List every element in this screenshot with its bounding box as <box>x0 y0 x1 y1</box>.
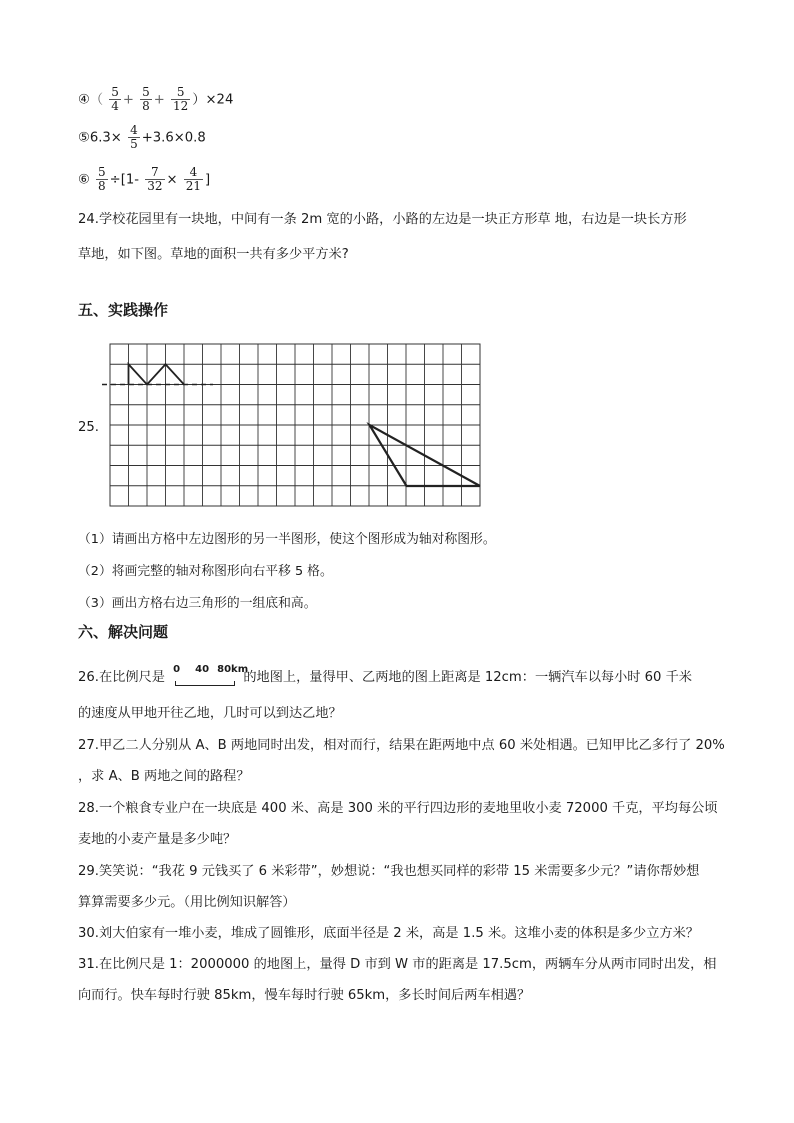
item4-marker: ④ <box>78 92 90 108</box>
section-5-heading: 五、实践操作 <box>78 301 169 319</box>
q25-sub1: （1）请画出方格中左边图形的另一半图形，使这个图形成为轴对称图形。 <box>78 532 496 547</box>
q23-item6: ⑥ $\frac{5}{8}$ ÷[1- $\frac{7}{32}$ × $\frac{4}{21}$ ] <box>78 165 211 193</box>
scale-bar-icon: 0 40 80km <box>173 666 235 688</box>
q30-line1: 30.刘大伯家有一堆小麦，堆成了圆锥形，底面半径是 2 米，高是 1.5 米。这堆小麦的体积是多少立方米？ <box>78 926 699 941</box>
fraction: $\frac{7}{32}$ <box>147 165 163 193</box>
q29-line1: 29.笑笑说：“我花 9 元钱买了 6 米彩带”，妙想说：“我也想买同样的彩带 15 米需要多少元？”请你帮妙想 <box>78 864 700 879</box>
q31-line2: 向而行。快车每时行驶 85km，慢车每时行驶 65km，多长时间后两车相遇？ <box>78 988 531 1003</box>
fraction: $\frac{5}{12}$ <box>173 85 189 113</box>
q24-line2: 草地，如下图。草地的面积一共有多少平方米? <box>78 247 349 262</box>
q25-sub2: （2）将画完整的轴对称图形向右平移 5 格。 <box>78 564 333 579</box>
q27-line2: ，求 A、B 两地之间的路程？ <box>78 769 250 784</box>
grid-cells <box>110 344 480 506</box>
q26-line1: 26.在比例尺是 0 40 80km 的地图上，量得甲、乙两地的图上距离是 12cm：一辆汽车以每小时 60 千米 <box>78 666 692 688</box>
q28-line1: 28.一个粮食专业户在一块底是 400 米、高是 300 米的平行四边形的麦地里收小麦 72000 千克，平均每公顷 <box>78 801 718 816</box>
q23-item5: ⑤6.3× $\frac{4}{5}$ +3.6×0.8 <box>78 123 206 151</box>
fraction: $\frac{4}{5}$ <box>130 123 138 151</box>
fraction: $\frac{4}{21}$ <box>185 165 202 193</box>
q23-item4: ④（ $\frac{5}{4}$ + $\frac{5}{8}$ + $\frac{5}{12}$ ）×24 <box>78 85 234 113</box>
item5-marker: ⑤ <box>78 130 90 146</box>
q25-grid-figure <box>100 340 485 512</box>
q27-line1: 27.甲乙二人分别从 A、B 两地同时出发，相对而行，结果在距两地中点 60 米处相遇。已知甲比乙多行了 20% <box>78 738 725 753</box>
q31-line1: 31.在比例尺是 1：2000000 的地图上，量得 D 市到 W 市的距离是 17.5cm，两辆车分从两市同时出发，相 <box>78 957 717 972</box>
q28-line2: 麦地的小麦产量是多少吨？ <box>78 832 237 847</box>
fraction: $\frac{5}{8}$ <box>98 165 106 193</box>
section-6-heading: 六、解决问题 <box>78 623 169 641</box>
q25-number: 25. <box>78 420 99 435</box>
q26-line2: 的速度从甲地开往乙地，几时可以到达乙地？ <box>78 706 342 721</box>
q24-line1: 24.学校花园里有一块地，中间有一条 2m 宽的小路，小路的左边是一块正方形草 地，右边是一块长方形 <box>78 212 687 227</box>
half-figure <box>129 364 185 384</box>
q25-sub3: （3）画出方格右边三角形的一组底和高。 <box>78 596 317 611</box>
fraction: $\frac{5}{4}$ <box>111 85 119 113</box>
q29-line2: 算算需要多少元。（用比例知识解答） <box>78 895 296 910</box>
fraction: $\frac{5}{8}$ <box>142 85 150 113</box>
item6-marker: ⑥ <box>78 172 90 188</box>
